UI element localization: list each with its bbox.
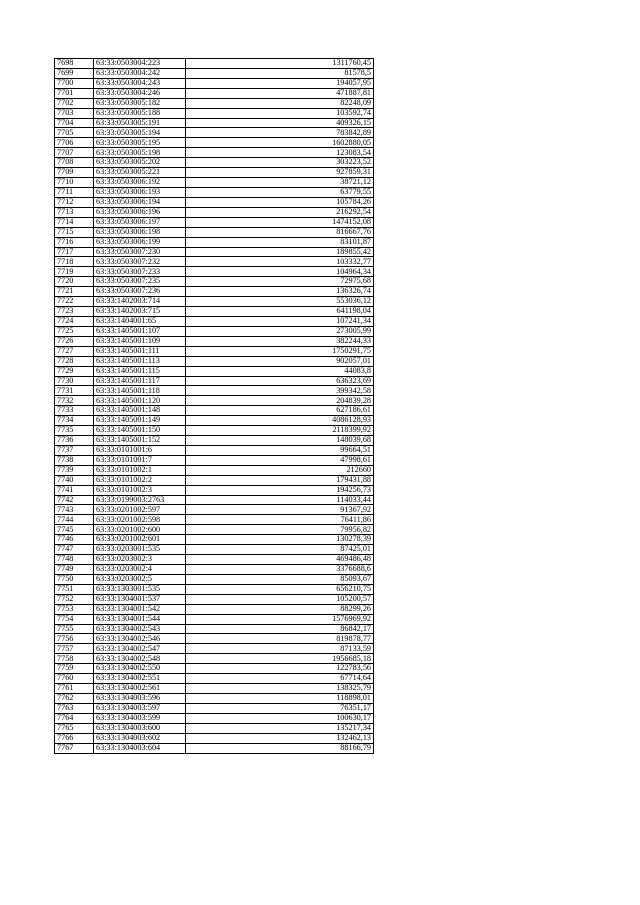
cadastral-number-cell: 63:33:0203001:535 [94,545,186,555]
table-row [55,545,374,555]
table-row [55,436,374,446]
row-number-cell: 7766 [55,733,94,743]
cadastral-number-cell: 63:33:0503006:192 [94,178,186,188]
table-row [55,634,374,644]
row-number-cell: 7747 [55,545,94,555]
table-row [55,257,374,267]
cadastral-number-cell: 63:33:0503005:202 [94,158,186,168]
table-row [55,624,374,634]
cadastral-number-cell: 63:33:0101001:7 [94,455,186,465]
table-row [55,237,374,247]
table-row [55,297,374,307]
row-number-cell: 7764 [55,713,94,723]
row-number-cell: 7749 [55,565,94,575]
row-number-cell: 7744 [55,515,94,525]
row-number-cell: 7725 [55,326,94,336]
cadastral-value-cell: 1750291,75 [186,346,374,356]
table-row [55,584,374,594]
cadastral-number-cell: 63:33:1304003:604 [94,743,186,753]
cadastral-value-cell: 656210,75 [186,584,374,594]
row-number-cell: 7738 [55,455,94,465]
cadastral-number-cell: 63:33:1405001:152 [94,436,186,446]
cadastral-number-cell: 63:33:0503004:242 [94,68,186,78]
table-row [55,168,374,178]
table-row [55,426,374,436]
table-row [55,455,374,465]
row-number-cell: 7736 [55,436,94,446]
row-number-cell: 7704 [55,118,94,128]
cadastral-value-cell: 194256,73 [186,485,374,495]
row-number-cell: 7728 [55,356,94,366]
cadastral-value-cell: 135217,34 [186,723,374,733]
cadastral-value-cell: 105200,57 [186,594,374,604]
cadastral-number-cell: 63:33:1304002:561 [94,684,186,694]
table-row [55,674,374,684]
table-row [55,356,374,366]
table-row [55,535,374,545]
table-row [55,98,374,108]
cadastral-value-cell: 83101,87 [186,237,374,247]
row-number-cell: 7753 [55,604,94,614]
row-number-cell: 7716 [55,237,94,247]
cadastral-value-cell: 132462,13 [186,733,374,743]
row-number-cell: 7701 [55,88,94,98]
cadastral-number-cell: 63:33:0503007:236 [94,287,186,297]
cadastral-number-cell: 63:33:1304002:547 [94,644,186,654]
table-row [55,118,374,128]
cadastral-number-cell: 63:33:0101002:2 [94,475,186,485]
row-number-cell: 7724 [55,316,94,326]
cadastral-number-cell: 63:33:0503005:195 [94,138,186,148]
table-row [55,495,374,505]
cadastral-number-cell: 63:33:1405001:148 [94,406,186,416]
cadastral-number-cell: 63:33:1405001:115 [94,366,186,376]
row-number-cell: 7732 [55,396,94,406]
cadastral-number-cell: 63:33:1405001:150 [94,426,186,436]
table-row [55,694,374,704]
cadastral-value-cell: 103332,77 [186,257,374,267]
cadastral-value-cell: 107241,34 [186,316,374,326]
table-row [55,78,374,88]
table-row [55,316,374,326]
table-row [55,128,374,138]
table-row [55,406,374,416]
cadastral-value-cell: 79956,82 [186,525,374,535]
table-row [55,207,374,217]
cadastral-value-cell: 819878,77 [186,634,374,644]
cadastral-value-cell: 72975,68 [186,277,374,287]
table-row [55,336,374,346]
row-number-cell: 7710 [55,178,94,188]
cadastral-value-cell: 104964,34 [186,267,374,277]
cadastral-number-cell: 63:33:0503007:232 [94,257,186,267]
row-number-cell: 7706 [55,138,94,148]
cadastral-number-cell: 63:33:1304002:543 [94,624,186,634]
cadastral-value-cell: 194057,95 [186,78,374,88]
row-number-cell: 7762 [55,694,94,704]
cadastral-value-cell: 87133,59 [186,644,374,654]
row-number-cell: 7722 [55,297,94,307]
table-row [55,555,374,565]
table-row [55,108,374,118]
cadastral-number-cell: 63:33:0199003:2763 [94,495,186,505]
table-row [55,217,374,227]
row-number-cell: 7707 [55,148,94,158]
row-number-cell: 7726 [55,336,94,346]
row-number-cell: 7702 [55,98,94,108]
table-row [55,247,374,257]
table-row [55,565,374,575]
row-number-cell: 7767 [55,743,94,753]
row-number-cell: 7727 [55,346,94,356]
table-row [55,386,374,396]
row-number-cell: 7756 [55,634,94,644]
row-number-cell: 7750 [55,574,94,584]
row-number-cell: 7733 [55,406,94,416]
cadastral-value-cell: 902057,01 [186,356,374,366]
table-row [55,326,374,336]
table-row [55,614,374,624]
row-number-cell: 7713 [55,207,94,217]
row-number-cell: 7735 [55,426,94,436]
row-number-cell: 7731 [55,386,94,396]
row-number-cell: 7709 [55,168,94,178]
cadastral-number-cell: 63:33:0201002:597 [94,505,186,515]
cadastral-value-cell: 99664,51 [186,445,374,455]
row-number-cell: 7751 [55,584,94,594]
table-row [55,346,374,356]
table-row [55,525,374,535]
row-number-cell: 7752 [55,594,94,604]
cadastral-value-cell: 1602880,05 [186,138,374,148]
row-number-cell: 7720 [55,277,94,287]
cadastral-value-cell: 76411,86 [186,515,374,525]
cadastral-number-cell: 63:33:1304001:542 [94,604,186,614]
table-row [55,594,374,604]
cadastral-number-cell: 63:33:0503004:223 [94,59,186,69]
cadastral-number-cell: 63:33:0503005:194 [94,128,186,138]
cadastral-number-cell: 63:33:0201002:598 [94,515,186,525]
cadastral-value-cell: 91367,92 [186,505,374,515]
cadastral-number-cell: 63:33:1404001:65 [94,316,186,326]
cadastral-number-cell: 63:33:0101001:6 [94,445,186,455]
table-row [55,733,374,743]
cadastral-number-cell: 63:33:1304002:551 [94,674,186,684]
cadastral-value-cell: 1311760,45 [186,59,374,69]
row-number-cell: 7714 [55,217,94,227]
cadastral-number-cell: 63:33:1304003:596 [94,694,186,704]
table-row [55,684,374,694]
row-number-cell: 7761 [55,684,94,694]
row-number-cell: 7699 [55,68,94,78]
table-row [55,277,374,287]
cadastral-value-cell: 100630,17 [186,713,374,723]
cadastral-number-cell: 63:33:1304003:600 [94,723,186,733]
table-row [55,178,374,188]
row-number-cell: 7763 [55,703,94,713]
row-number-cell: 7765 [55,723,94,733]
table-row [55,644,374,654]
cadastral-value-cell: 816667,76 [186,227,374,237]
cadastral-number-cell: 63:33:0503004:243 [94,78,186,88]
cadastral-number-cell: 63:33:1405001:109 [94,336,186,346]
cadastral-value-cell: 399342,58 [186,386,374,396]
cadastral-value-cell: 63779,55 [186,187,374,197]
cadastral-number-cell: 63:33:1304003:597 [94,703,186,713]
cadastral-number-cell: 63:33:1304003:602 [94,733,186,743]
cadastral-value-cell: 67714,64 [186,674,374,684]
table-row [55,723,374,733]
table-row [55,307,374,317]
row-number-cell: 7703 [55,108,94,118]
table-row [55,227,374,237]
cadastral-number-cell: 63:33:1304001:544 [94,614,186,624]
cadastral-value-cell: 783842,89 [186,128,374,138]
cadastral-number-cell: 63:33:0503006:193 [94,187,186,197]
row-number-cell: 7742 [55,495,94,505]
cadastral-number-cell: 63:33:1303001:535 [94,584,186,594]
row-number-cell: 7740 [55,475,94,485]
table-row [55,505,374,515]
cadastral-value-cell: 123083,54 [186,148,374,158]
cadastral-value-cell: 927859,31 [186,168,374,178]
table-row [55,366,374,376]
cadastral-number-cell: 63:33:1405001:117 [94,376,186,386]
cadastral-value-cell: 105784,26 [186,197,374,207]
row-number-cell: 7759 [55,664,94,674]
cadastral-value-cell: 85093,67 [186,574,374,584]
table-row [55,664,374,674]
cadastral-number-cell: 63:33:0503004:246 [94,88,186,98]
cadastral-number-cell: 63:33:0203002:3 [94,555,186,565]
row-number-cell: 7721 [55,287,94,297]
table-row [55,197,374,207]
table-row [55,713,374,723]
cadastral-value-cell: 636323,69 [186,376,374,386]
table-body [55,59,374,754]
table-row [55,445,374,455]
cadastral-value-cell: 88299,26 [186,604,374,614]
table-row [55,475,374,485]
table-row [55,148,374,158]
cadastral-value-cell: 87425,01 [186,545,374,555]
table-row [55,88,374,98]
cadastral-value-cell: 118898,01 [186,694,374,704]
row-number-cell: 7717 [55,247,94,257]
cadastral-value-cell: 1576969,92 [186,614,374,624]
table-row [55,68,374,78]
cadastral-value-cell: 103592,74 [186,108,374,118]
cadastral-number-cell: 63:33:0503006:198 [94,227,186,237]
cadastral-value-cell: 130278,39 [186,535,374,545]
cadastral-number-cell: 63:33:1304002:548 [94,654,186,664]
row-number-cell: 7745 [55,525,94,535]
cadastral-value-cell: 212660 [186,465,374,475]
cadastral-value-cell: 44083,8 [186,366,374,376]
cadastral-value-cell: 88166,79 [186,743,374,753]
cadastral-number-cell: 63:33:1402003:714 [94,297,186,307]
cadastral-number-cell: 63:33:1405001:111 [94,346,186,356]
cadastral-value-cell: 38721,12 [186,178,374,188]
cadastral-number-cell: 63:33:0503005:188 [94,108,186,118]
cadastral-value-cell: 382244,33 [186,336,374,346]
cadastral-value-table [54,58,374,754]
table-row [55,485,374,495]
cadastral-value-cell: 469486,48 [186,555,374,565]
cadastral-number-cell: 63:33:1304003:599 [94,713,186,723]
row-number-cell: 7730 [55,376,94,386]
cadastral-number-cell: 63:33:0101002:3 [94,485,186,495]
table-row [55,743,374,753]
cadastral-number-cell: 63:33:0203002:4 [94,565,186,575]
table-row [55,376,374,386]
cadastral-number-cell: 63:33:0503007:235 [94,277,186,287]
table-row [55,604,374,614]
cadastral-number-cell: 63:33:1304002:550 [94,664,186,674]
row-number-cell: 7719 [55,267,94,277]
cadastral-value-cell: 148039,68 [186,436,374,446]
cadastral-value-cell: 273005,99 [186,326,374,336]
cadastral-value-cell: 4086128,93 [186,416,374,426]
cadastral-number-cell: 63:33:0503006:194 [94,197,186,207]
table-row [55,465,374,475]
cadastral-value-cell: 138325,79 [186,684,374,694]
row-number-cell: 7741 [55,485,94,495]
row-number-cell: 7754 [55,614,94,624]
cadastral-value-cell: 471887,81 [186,88,374,98]
table-row [55,703,374,713]
row-number-cell: 7739 [55,465,94,475]
row-number-cell: 7758 [55,654,94,664]
cadastral-value-cell: 114033,44 [186,495,374,505]
table-row [55,515,374,525]
cadastral-value-cell: 2118399,92 [186,426,374,436]
row-number-cell: 7729 [55,366,94,376]
table-row [55,267,374,277]
cadastral-number-cell: 63:33:0503005:182 [94,98,186,108]
row-number-cell: 7698 [55,59,94,69]
table-row [55,138,374,148]
cadastral-number-cell: 63:33:0503006:196 [94,207,186,217]
row-number-cell: 7715 [55,227,94,237]
row-number-cell: 7737 [55,445,94,455]
cadastral-number-cell: 63:33:0503006:199 [94,237,186,247]
cadastral-number-cell: 63:33:1304001:537 [94,594,186,604]
cadastral-value-cell: 303223,52 [186,158,374,168]
row-number-cell: 7746 [55,535,94,545]
cadastral-number-cell: 63:33:0503007:230 [94,247,186,257]
cadastral-value-cell: 47998,61 [186,455,374,465]
cadastral-value-cell: 553036,12 [186,297,374,307]
cadastral-number-cell: 63:33:0203002:5 [94,574,186,584]
cadastral-number-cell: 63:33:1405001:107 [94,326,186,336]
table-row [55,396,374,406]
cadastral-number-cell: 63:33:0201002:600 [94,525,186,535]
row-number-cell: 7700 [55,78,94,88]
table-row [55,574,374,584]
cadastral-number-cell: 63:33:1405001:120 [94,396,186,406]
row-number-cell: 7734 [55,416,94,426]
cadastral-number-cell: 63:33:0503005:198 [94,148,186,158]
cadastral-value-cell: 189855,42 [186,247,374,257]
cadastral-number-cell: 63:33:1405001:113 [94,356,186,366]
row-number-cell: 7723 [55,307,94,317]
cadastral-value-cell: 1956685,18 [186,654,374,664]
cadastral-number-cell: 63:33:0201002:601 [94,535,186,545]
table-row [55,654,374,664]
cadastral-number-cell: 63:33:1405001:118 [94,386,186,396]
row-number-cell: 7757 [55,644,94,654]
document-page [54,58,373,754]
cadastral-value-cell: 136326,74 [186,287,374,297]
row-number-cell: 7708 [55,158,94,168]
row-number-cell: 7755 [55,624,94,634]
cadastral-value-cell: 86842,17 [186,624,374,634]
cadastral-number-cell: 63:33:1405001:149 [94,416,186,426]
cadastral-value-cell: 204839,28 [186,396,374,406]
table-row [55,187,374,197]
row-number-cell: 7743 [55,505,94,515]
cadastral-value-cell: 122783,56 [186,664,374,674]
cadastral-value-cell: 3376688,6 [186,565,374,575]
row-number-cell: 7705 [55,128,94,138]
cadastral-number-cell: 63:33:0101002:1 [94,465,186,475]
cadastral-number-cell: 63:33:0503005:221 [94,168,186,178]
cadastral-number-cell: 63:33:0503005:191 [94,118,186,128]
row-number-cell: 7711 [55,187,94,197]
row-number-cell: 7718 [55,257,94,267]
cadastral-number-cell: 63:33:1402003:715 [94,307,186,317]
row-number-cell: 7760 [55,674,94,684]
row-number-cell: 7748 [55,555,94,565]
cadastral-value-cell: 1474152,08 [186,217,374,227]
cadastral-value-cell: 81578,5 [186,68,374,78]
table-row [55,158,374,168]
cadastral-number-cell: 63:33:0503006:197 [94,217,186,227]
cadastral-value-cell: 216292,54 [186,207,374,217]
table-row [55,416,374,426]
cadastral-value-cell: 179431,88 [186,475,374,485]
cadastral-value-cell: 76351,17 [186,703,374,713]
cadastral-value-cell: 82248,09 [186,98,374,108]
table-row [55,287,374,297]
cadastral-number-cell: 63:33:1304002:546 [94,634,186,644]
row-number-cell: 7712 [55,197,94,207]
cadastral-value-cell: 409326,15 [186,118,374,128]
table-row [55,59,374,69]
cadastral-value-cell: 641198,04 [186,307,374,317]
cadastral-value-cell: 627186,61 [186,406,374,416]
cadastral-number-cell: 63:33:0503007:233 [94,267,186,277]
